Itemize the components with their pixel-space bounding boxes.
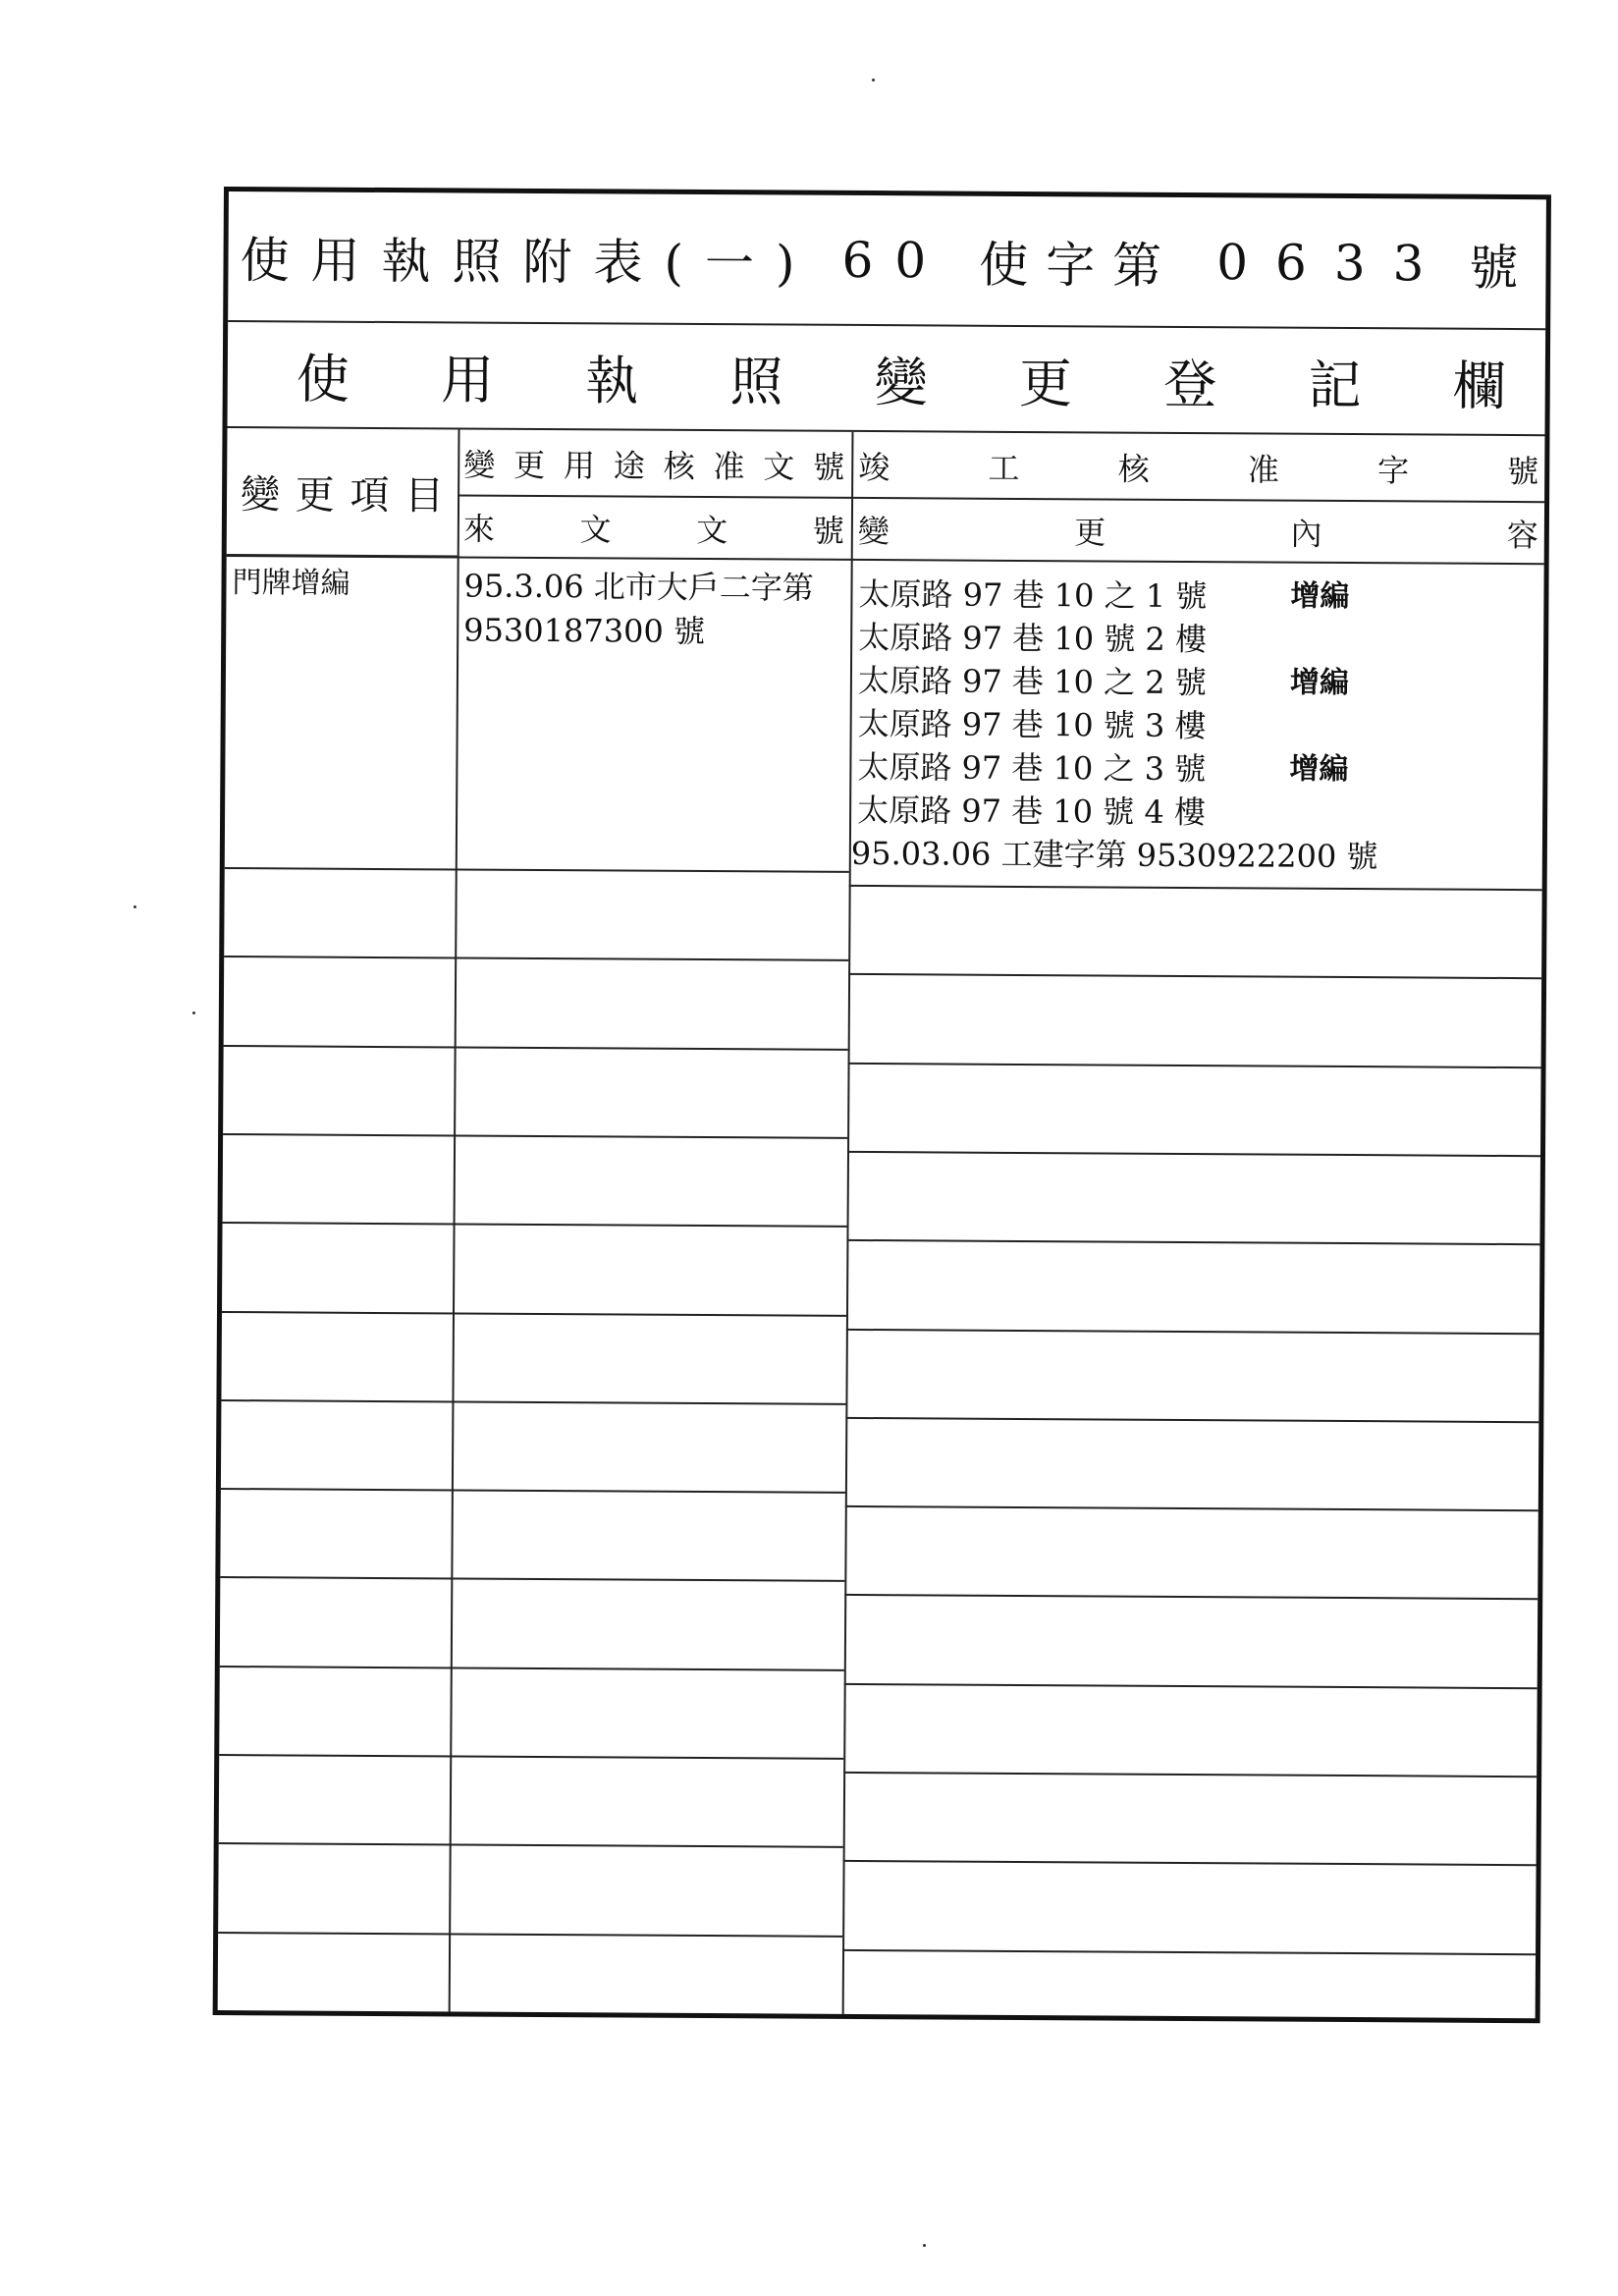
header-char: 變 bbox=[857, 512, 890, 550]
heading-char: 執 bbox=[585, 349, 639, 412]
row-line bbox=[222, 1311, 846, 1317]
form-title-row bbox=[228, 191, 1546, 330]
row-line bbox=[845, 1505, 1538, 1511]
document-line: 9530187300 號 bbox=[463, 611, 706, 651]
content-line bbox=[858, 702, 1379, 748]
content-text: 95.03.06 工建字第 9530922200 號 bbox=[850, 834, 1378, 876]
header-char: 核 bbox=[1117, 450, 1150, 488]
row-line bbox=[846, 1328, 1539, 1334]
header-completion-no bbox=[852, 432, 1544, 502]
content-text: 太原路 97 巷 10 之 3 號 bbox=[857, 747, 1207, 789]
header-char: 更 bbox=[295, 471, 335, 519]
row-line bbox=[848, 1062, 1541, 1067]
header-char: 文 bbox=[579, 510, 612, 548]
scan-speck bbox=[134, 905, 136, 908]
content-line bbox=[858, 573, 1379, 619]
header-change-content bbox=[852, 498, 1544, 564]
heading-char: 變 bbox=[874, 351, 928, 413]
header-char: 目 bbox=[404, 472, 445, 519]
registration-form bbox=[213, 187, 1551, 2023]
form-title-year: 60 bbox=[841, 231, 948, 290]
heading-char: 用 bbox=[440, 348, 495, 411]
row-line bbox=[223, 1222, 847, 1228]
header-char: 准 bbox=[1247, 450, 1279, 489]
content-line bbox=[857, 789, 1378, 835]
header-char: 號 bbox=[1507, 452, 1539, 490]
row-line bbox=[223, 1133, 847, 1139]
header-char: 工 bbox=[988, 449, 1020, 487]
heading-char: 使 bbox=[296, 347, 350, 410]
header-char: 項 bbox=[350, 472, 390, 519]
heading-char: 照 bbox=[729, 350, 783, 412]
header-char: 字 bbox=[1376, 451, 1410, 489]
heading-char: 登 bbox=[1163, 353, 1217, 415]
content-text: 太原路 97 巷 10 號 2 樓 bbox=[858, 618, 1208, 659]
header-char: 途 bbox=[613, 446, 645, 485]
form-title-suffix: 號 bbox=[1469, 239, 1519, 297]
row-line bbox=[848, 973, 1541, 979]
row-line bbox=[221, 1399, 845, 1405]
column-divider-2 bbox=[842, 432, 854, 2014]
content-text: 太原路 97 巷 10 號 3 樓 bbox=[857, 704, 1207, 745]
header-char: 內 bbox=[1290, 515, 1322, 553]
row-line bbox=[844, 1594, 1537, 1600]
content-tag: 增編 bbox=[1290, 578, 1350, 615]
scan-speck bbox=[923, 2244, 926, 2247]
content-text: 太原路 97 巷 10 號 4 樓 bbox=[857, 791, 1207, 832]
heading-char: 更 bbox=[1018, 352, 1073, 414]
row-line bbox=[218, 1932, 842, 1938]
form-title-label: 使用執照附表(一) bbox=[240, 231, 817, 293]
heading-char: 欄 bbox=[1452, 355, 1506, 417]
column-divider-1 bbox=[449, 429, 460, 2011]
row-line bbox=[843, 1860, 1537, 1866]
header-char: 更 bbox=[513, 446, 546, 484]
content-tag: 增編 bbox=[1289, 665, 1350, 701]
header-char: 變 bbox=[463, 445, 496, 484]
header-char: 文 bbox=[763, 447, 795, 486]
scan-speck bbox=[192, 1011, 195, 1014]
row-line bbox=[846, 1239, 1539, 1245]
row-change-content bbox=[850, 573, 1379, 878]
scan-speck bbox=[872, 79, 875, 82]
row-line bbox=[844, 1683, 1537, 1689]
row-line bbox=[842, 1948, 1536, 1954]
content-text: 太原路 97 巷 10 之 2 號 bbox=[857, 661, 1207, 702]
header-change-item bbox=[227, 428, 458, 557]
form-title-char: 使字第 bbox=[978, 236, 1180, 295]
header-char: 來 bbox=[462, 509, 496, 548]
row-line bbox=[845, 1417, 1538, 1423]
header-char: 用 bbox=[563, 446, 596, 484]
form-heading bbox=[227, 322, 1545, 436]
row-line bbox=[843, 1772, 1537, 1777]
header-char: 更 bbox=[1074, 513, 1106, 551]
content-line bbox=[858, 616, 1379, 662]
header-char: 號 bbox=[813, 448, 845, 486]
row-line bbox=[219, 1842, 843, 1848]
header-char: 變 bbox=[240, 471, 281, 518]
content-line bbox=[858, 659, 1379, 705]
row-line bbox=[224, 1045, 848, 1051]
header-char: 容 bbox=[1506, 516, 1538, 554]
header-approval-no bbox=[458, 429, 850, 497]
row-line bbox=[220, 1666, 844, 1671]
content-tag: 增編 bbox=[1289, 751, 1349, 788]
content-text: 太原路 97 巷 10 之 1 號 bbox=[858, 574, 1208, 616]
header-char: 准 bbox=[713, 447, 745, 485]
row-change-item: 門牌增編 bbox=[232, 566, 351, 601]
content-line bbox=[851, 832, 1378, 878]
header-char: 文 bbox=[696, 511, 728, 549]
row-line bbox=[220, 1576, 844, 1582]
form-title-serial: 0633 bbox=[1216, 233, 1452, 293]
row-document-no bbox=[463, 565, 814, 655]
header-incoming-no bbox=[458, 495, 850, 559]
row-line bbox=[849, 885, 1542, 891]
row-line bbox=[847, 1151, 1540, 1157]
row-line bbox=[224, 956, 848, 961]
header-char: 號 bbox=[812, 512, 844, 550]
row-line bbox=[221, 1488, 845, 1494]
document-line: 95.3.06 北市大戶二字第 bbox=[463, 567, 814, 607]
row-line bbox=[225, 867, 849, 873]
header-char: 核 bbox=[663, 447, 695, 485]
content-line bbox=[857, 745, 1378, 792]
row-line bbox=[219, 1754, 843, 1760]
header-char: 竣 bbox=[858, 448, 890, 486]
heading-char: 記 bbox=[1308, 354, 1362, 416]
